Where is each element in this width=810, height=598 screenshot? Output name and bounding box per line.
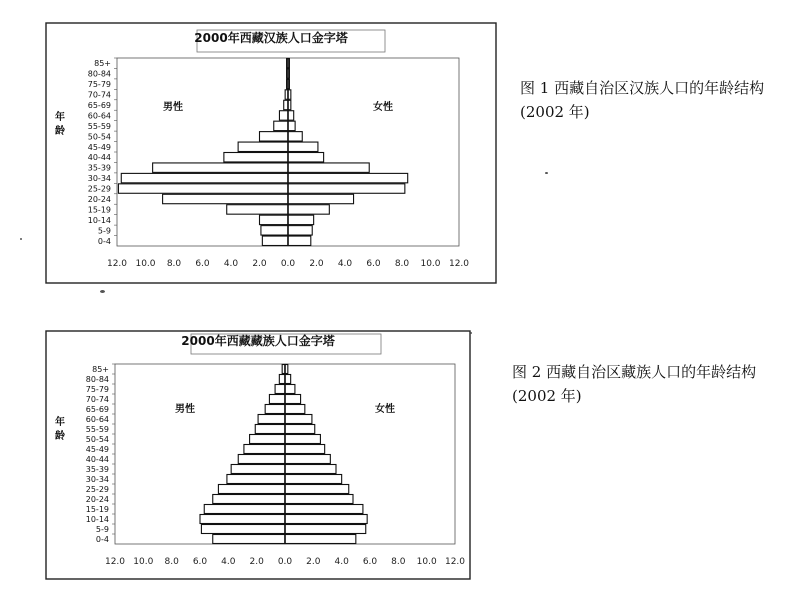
y-axis-label-char: 龄 [55,431,65,442]
female-bar [285,535,356,544]
age-group-label: 55-59 [85,425,109,434]
x-tick-label: 6.0 [366,259,381,269]
age-group-label: 70-74 [87,90,111,100]
female-bar [285,425,315,434]
female-bar [285,485,349,494]
male-bar [260,215,289,224]
age-group-label: 50-54 [85,435,109,444]
female-bar [288,205,329,214]
x-tick-label: 4.0 [337,259,353,269]
male-bar [200,515,285,524]
x-tick-label: 8.0 [394,259,410,269]
age-group-label: 20-24 [87,195,111,204]
male-bar [163,194,288,203]
x-tick-label: 6.0 [362,557,378,567]
x-tick-label: 10.0 [133,557,154,567]
age-group-label: 35-39 [87,163,111,173]
x-tick-label: 10.0 [420,259,441,269]
figure2-caption [512,360,756,408]
male-bar [238,142,288,151]
male-bar [279,375,285,384]
male-label: 男性 [163,102,183,113]
x-tick-label: 2.0 [306,557,321,567]
tibetan-population-pyramid [45,330,471,580]
female-bar [288,236,311,245]
x-tick-label: 8.0 [166,259,182,269]
female-label: 女性 [375,404,395,415]
male-bar [279,111,288,120]
age-group-label: 50-54 [87,132,111,142]
x-tick-label: 8.0 [391,557,406,567]
male-bar [255,425,285,434]
age-group-label: 20-24 [85,495,109,504]
male-bar [265,405,285,414]
male-bar [231,465,285,474]
x-tick-label: 2.0 [309,259,324,269]
female-bar [288,163,369,172]
scan-speck [545,172,548,174]
female-bar [285,435,320,444]
female-bar [285,395,301,404]
tibetan-pyramid-svg [45,330,471,580]
male-bar [262,236,288,245]
female-bar [288,132,302,141]
age-group-label: 25-29 [87,184,111,194]
age-group-label: 5-9 [97,226,111,236]
female-bar [288,121,295,130]
female-bar [288,215,314,224]
age-group-label: 25-29 [85,485,109,494]
female-label: 女性 [373,102,393,113]
x-tick-label: 4.0 [334,557,349,567]
female-bar [285,385,295,394]
x-tick-label: 12.0 [444,557,466,567]
female-bar [285,375,291,384]
age-group-label: 55-59 [87,121,111,131]
x-tick-label: 4.0 [221,557,236,567]
age-group-label: 35-39 [85,465,109,474]
female-bar [288,184,405,193]
han-pyramid-svg [45,22,497,284]
female-bar [285,525,366,534]
age-group-label: 0-4 [95,535,109,544]
female-bar [285,415,312,424]
male-bar [258,415,285,424]
scan-speck [100,290,105,293]
female-bar [285,475,342,484]
age-group-label: 60-64 [85,415,109,424]
age-group-label: 75-79 [87,80,111,90]
age-group-label: 10-14 [85,515,109,524]
female-bar [285,445,325,454]
y-axis-label-char: 年 [55,417,65,428]
age-group-label: 40-44 [87,153,111,163]
age-group-label: 85+ [92,365,109,374]
female-bar [285,405,305,414]
male-bar [213,535,285,544]
female-bar [285,495,353,504]
female-bar [288,226,312,235]
chart-title: 2000年西藏藏族人口金字塔 [181,334,335,348]
male-bar [213,495,285,504]
male-bar [227,475,285,484]
male-bar [269,395,285,404]
male-bar [204,505,285,514]
female-bar [285,455,330,464]
male-bar [153,163,288,172]
male-bar [250,435,285,444]
figure1-caption [520,76,764,124]
x-tick-label: 6.0 [192,557,208,567]
female-bar [288,153,324,162]
y-axis-label-char: 年 [55,112,65,123]
age-group-label: 10-14 [87,215,111,225]
x-tick-label: 8.0 [164,557,179,567]
male-bar [121,173,288,182]
age-group-label: 70-74 [85,395,109,404]
male-bar [275,385,285,394]
male-bar [261,226,288,235]
figure1-caption-title: 图 1 西藏自治区汉族人口的年龄结构 [520,79,765,97]
male-bar [238,455,285,464]
male-bar [244,445,285,454]
x-tick-label: 2.0 [252,259,267,269]
figure1-caption-year: (2002 年) [520,103,590,121]
x-tick-label: 6.0 [195,259,210,269]
age-group-label: 30-34 [85,475,109,484]
female-bar [288,194,354,203]
age-group-label: 15-19 [85,505,109,514]
age-group-label: 85+ [94,59,111,69]
chart-title: 2000年西藏汉族人口金字塔 [194,31,348,45]
male-bar [227,205,288,214]
male-bar [274,121,288,130]
scan-speck [470,332,472,334]
x-tick-label: 2.0 [249,557,264,567]
age-group-label: 30-34 [87,174,111,184]
age-group-label: 45-49 [87,142,111,152]
male-bar [118,184,288,193]
female-bar [285,465,336,474]
han-population-pyramid [45,22,497,284]
y-axis-label-char: 龄 [55,126,65,137]
x-tick-label: 12.0 [104,557,126,567]
age-group-label: 15-19 [87,205,111,215]
age-group-label: 0-4 [97,236,111,246]
figure2-caption-title: 图 2 西藏自治区藏族人口的年龄结构 [512,363,757,381]
x-tick-label: 12.0 [106,259,128,269]
age-group-label: 60-64 [87,111,111,121]
male-bar [201,525,285,534]
x-tick-label: 4.0 [223,259,239,269]
age-group-label: 45-49 [85,445,109,454]
x-tick-label: 0.0 [280,259,296,269]
female-bar [288,111,294,120]
scan-speck [20,238,22,240]
age-group-label: 75-79 [85,385,109,394]
age-group-label: 40-44 [85,455,109,464]
female-bar [288,173,408,182]
male-bar [260,132,289,141]
age-group-label: 65-69 [87,101,111,110]
male-bar [218,485,285,494]
age-group-label: 5-9 [95,525,109,534]
age-group-label: 80-84 [85,375,109,384]
male-bar [224,153,288,162]
x-tick-label: 10.0 [416,557,437,567]
female-bar [285,505,363,514]
age-group-label: 80-84 [87,69,111,79]
female-bar [285,515,367,524]
male-label: 男性 [175,404,195,415]
figure2-caption-year: (2002 年) [512,387,582,405]
age-group-label: 65-69 [85,405,109,414]
female-bar [288,142,318,151]
x-tick-label: 10.0 [135,259,156,269]
x-tick-label: 12.0 [448,259,470,269]
x-tick-label: 0.0 [277,557,293,567]
